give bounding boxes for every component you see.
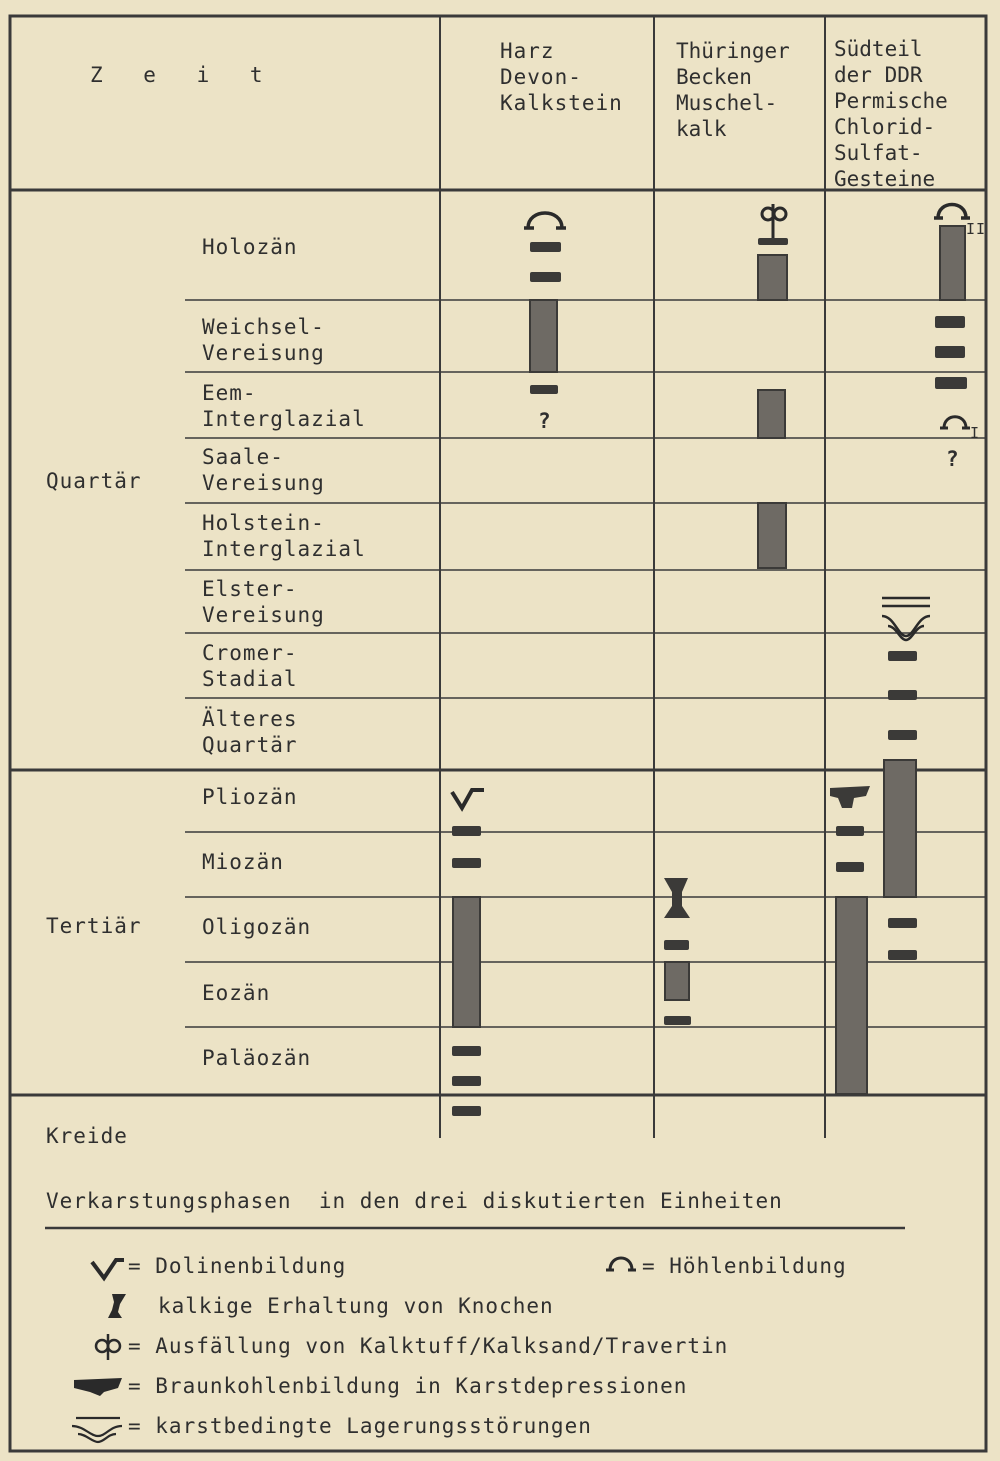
zeit-header: Z e i t [90, 63, 277, 87]
phase-dash [888, 950, 917, 960]
period-label: Saale- Vereisung [202, 445, 325, 495]
phase-dash [888, 918, 917, 928]
legend-kalktuff: = Ausfällung von Kalktuff/Kalksand/Travertin [128, 1334, 729, 1358]
phase-dash [452, 1106, 481, 1116]
phase-dash [664, 940, 689, 950]
lignite-icon [830, 786, 870, 808]
col-header-thueringen: Thüringer Becken Muschel- kalk [676, 39, 790, 141]
omega-cave-icon [934, 205, 970, 219]
tufa-icon [96, 1334, 120, 1360]
roman-one-mark: I [970, 424, 981, 442]
phase-bar [453, 897, 480, 1027]
lignite-icon [74, 1378, 122, 1396]
harz-marks [452, 213, 566, 1116]
phase-dash [935, 316, 965, 328]
phase-dash [888, 730, 917, 740]
doline-icon [452, 790, 484, 808]
chart-caption: Verkarstungsphasen in den drei diskutierten Einheiten [46, 1189, 783, 1213]
legend-knochen: kalkige Erhaltung von Knochen [158, 1294, 554, 1318]
period-label: Holstein- Interglazial [202, 511, 366, 561]
period-label: Eozän [202, 981, 271, 1005]
bone-icon [664, 878, 690, 918]
sued-marks [830, 205, 970, 1095]
era-quartaer: Quartär [46, 469, 142, 493]
phase-dash [935, 377, 967, 389]
bone-icon [108, 1294, 126, 1318]
phase-dash [452, 858, 481, 868]
phase-dash [452, 826, 481, 836]
phase-dash [530, 385, 558, 394]
period-label: Oligozän [202, 915, 312, 939]
phase-dash [664, 1016, 691, 1025]
omega-cave-icon [524, 213, 566, 228]
col-header-sued: Südteil der DDR Permische Chlorid- Sulfat- Gesteine [834, 37, 948, 191]
phase-dash [836, 826, 864, 836]
phase-bar [758, 503, 786, 568]
legend-braunkohle: = Braunkohlenbildung in Karstdepressionen [128, 1374, 688, 1398]
era-kreide: Kreide [46, 1124, 128, 1148]
legend-lagerung: = karstbedingte Lagerungsstörungen [128, 1414, 592, 1438]
uncertain-mark: ? [538, 409, 552, 433]
phase-bar [836, 897, 867, 1094]
era-tertiaer: Tertiär [46, 914, 142, 938]
period-label: Miozän [202, 850, 284, 874]
period-label: Holozän [202, 235, 298, 259]
phase-bar [665, 962, 689, 1000]
legend-doline: = Dolinenbildung [128, 1254, 347, 1278]
phase-bar [758, 255, 787, 300]
roman-two-mark: II [966, 220, 987, 238]
col-header-harz: Harz Devon- Kalkstein [500, 39, 623, 115]
phase-dash [888, 651, 917, 661]
phase-dash [530, 242, 561, 252]
outer-frame [10, 16, 986, 1451]
period-label: Elster- Vereisung [202, 577, 325, 627]
period-label: Weichsel- Vereisung [202, 315, 325, 365]
phase-dash [888, 690, 917, 700]
phase-bar [758, 390, 785, 438]
phase-dash [530, 272, 561, 282]
period-label: Pliozän [202, 785, 298, 809]
phase-dash [935, 346, 965, 358]
period-label: Älteres Quartär [202, 707, 298, 757]
phase-bar [940, 226, 965, 300]
omega-cave-icon [940, 417, 970, 428]
legend-hoehle: = Höhlenbildung [642, 1254, 847, 1278]
phase-dash [452, 1046, 481, 1056]
period-label: Cromer- Stadial [202, 641, 298, 691]
omega-cave-icon [606, 1258, 636, 1270]
doline-icon [92, 1260, 124, 1278]
disturbance-icon [72, 1418, 122, 1442]
thueringen-marks [664, 204, 788, 1025]
period-label: Eem- Interglazial [202, 381, 366, 431]
phase-dash [836, 862, 864, 872]
period-label: Paläozän [202, 1046, 312, 1070]
phase-bar [884, 760, 916, 897]
phase-dash [452, 1076, 481, 1086]
phase-bar [530, 300, 557, 372]
uncertain-mark: ? [946, 447, 960, 471]
